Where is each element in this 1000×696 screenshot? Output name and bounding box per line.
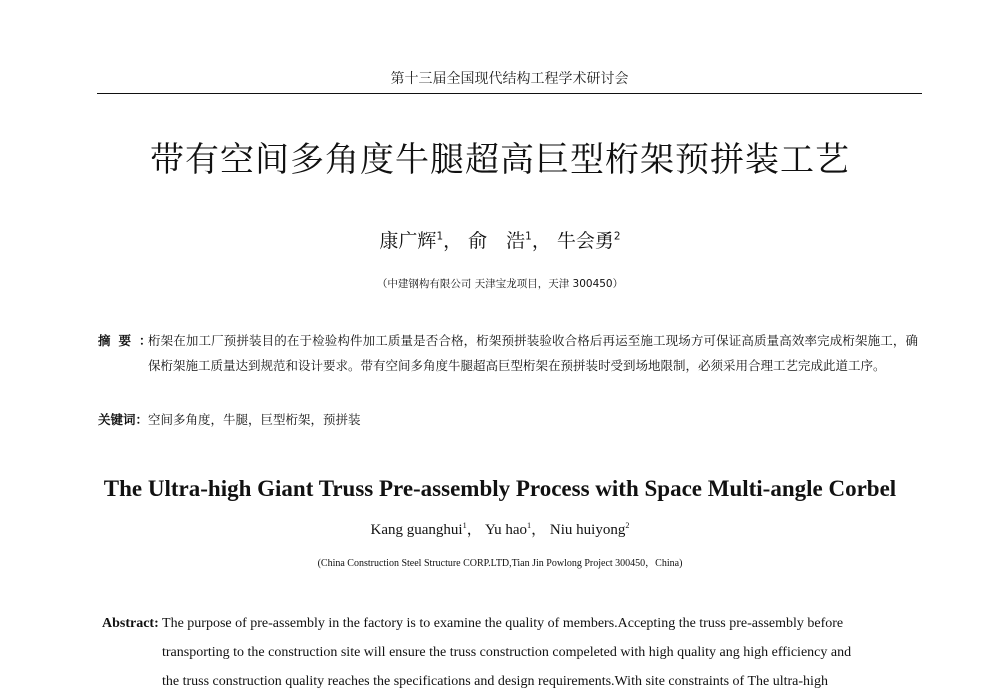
author-separator: ，: [443, 230, 463, 252]
chinese-title: 带有空间多角度牛腿超高巨型桁架预拼装工艺: [150, 140, 850, 180]
header-rule: [97, 93, 922, 94]
abstract-line: transporting to the construction site will ensure the truss construction compeleted with high quality ang high efficiency and: [162, 645, 852, 660]
author-name: Niu huiyong: [549, 522, 626, 538]
abstract-line-text: The purpose of pre-assembly in the factory is to examine the quality of members.Accepting the truss pre-assembly before: [162, 616, 844, 631]
author-separator: ，: [531, 522, 547, 538]
author-affil-marker: 1: [436, 230, 444, 243]
abstract-line: [102, 609, 914, 638]
english-affiliation: (China Construction Steel Structure CORP.LTD,Tian Jin Powlong Project 300450，China): [317, 558, 683, 569]
english-abstract: [102, 609, 914, 696]
abstract-line: the truss construction quality reaches the specifications and design requirements.With site constraints of The ultra-high: [162, 674, 828, 689]
author-name: 牛会勇: [556, 230, 614, 252]
chinese-affiliation: （中建钢构有限公司 天津宝龙项目，天津 300450）: [376, 278, 624, 290]
chinese-keywords: [98, 407, 918, 432]
author-affil-marker: 1: [527, 521, 532, 530]
author-name: Kang guanghui: [370, 522, 463, 538]
author-affil-marker: 1: [462, 521, 467, 530]
keywords-text: 空间多角度，牛腿，巨型桁架，预拼装: [148, 412, 361, 427]
abstract-text: 桁架在加工厂预拼装目的在于检验构件加工质量是否合格，桁架预拼装验收合格后再运至施工现场方可保证高质量高效率完成桁架施工，确保桁架施工质量达到规范和设计要求。带有空间多角度牛腿超高巨型桁架在预拼装时受到场地限制，必须采用合理工艺完成此道工序。: [148, 333, 918, 373]
running-head: 第十三届全国现代结构工程学术研讨会: [390, 71, 629, 87]
author-separator: ，: [531, 230, 551, 252]
abstract-label: 摘要：: [98, 333, 160, 348]
author-name: 俞 浩: [468, 230, 526, 252]
english-authors: [200, 520, 800, 540]
author-name: 康广辉: [379, 230, 437, 252]
keywords-label: 关键词：: [98, 412, 149, 427]
author-affil-marker: 2: [613, 230, 621, 243]
author-name: Yu hao: [484, 522, 528, 538]
abstract-label: Abstract:: [102, 616, 159, 631]
english-title: The Ultra-high Giant Truss Pre-assembly Process with Space Multi-angle Corbel: [103, 476, 897, 501]
author-separator: ，: [466, 522, 482, 538]
chinese-authors: [200, 228, 800, 254]
chinese-abstract: [98, 328, 918, 378]
author-affil-marker: 2: [625, 521, 630, 530]
author-affil-marker: 1: [525, 230, 532, 243]
